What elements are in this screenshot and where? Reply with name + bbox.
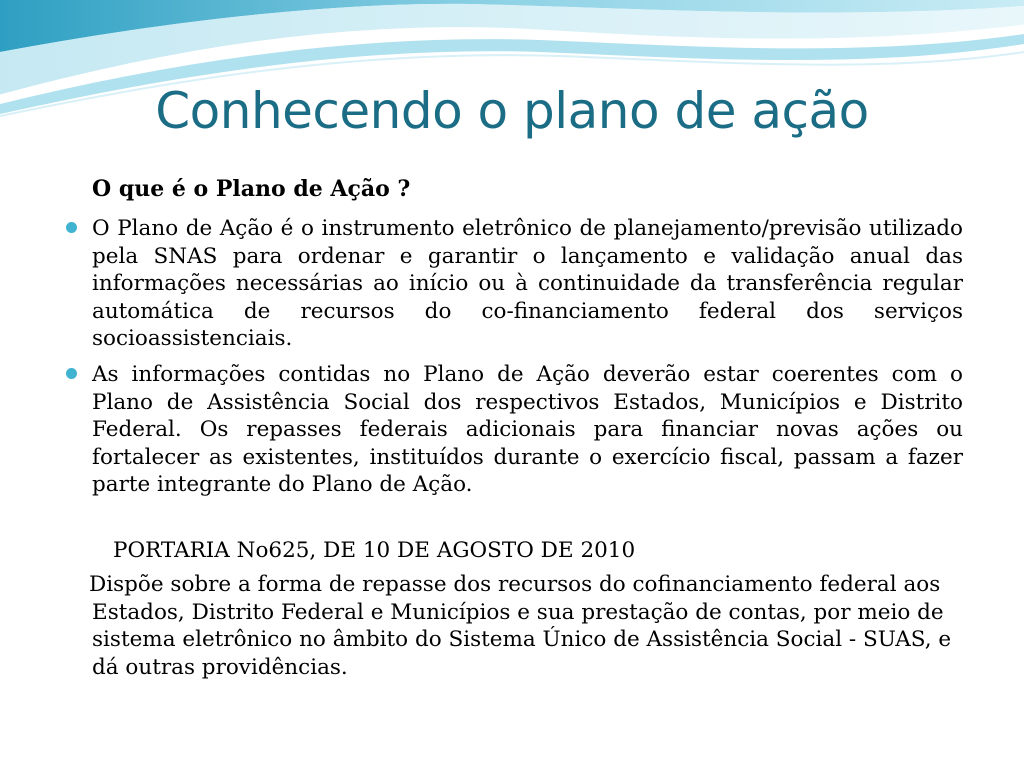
- bullet-dot-icon: [66, 222, 77, 233]
- bullet-dot-icon: [66, 368, 77, 379]
- bullet-item: As informações contidas no Plano de Ação deverão estar coerentes com o Plano de Assistência Social dos respectivos Estados, Municípios e Distrito Federal. Os repasses federais adicionais para financiar novas ações ou fortalecer as existentes, instituídos durante o exercício fiscal, passam a fazer parte integrante do Plano de Ação.: [92, 362, 963, 497]
- portaria-heading: PORTARIA No625, DE 10 DE AGOSTO DE 2010: [113, 538, 636, 563]
- portaria-description: Dispõe sobre a forma de repasse dos recursos do cofinanciamento federal aos Estados, Distrito Federal e Municípios e sua prestação de contas, por meio de sistema eletrônico no âmbito do Sistema Único de Assistência Social - SUAS, e dá outras providências.: [89, 572, 952, 680]
- subheading: O que é o Plano de Ação ?: [92, 176, 411, 202]
- bullet-item: O Plano de Ação é o instrumento eletrônico de planejamento/previsão utilizado pela SNAS para ordenar e garantir o lançamento e validação anual das informações necessárias ao início ou à continuidade da transferência regular automática de recursos do co-financiamento federal dos serviços socioassistenciais.: [92, 216, 963, 351]
- slide-title: Conhecendo o plano de ação: [155, 82, 869, 140]
